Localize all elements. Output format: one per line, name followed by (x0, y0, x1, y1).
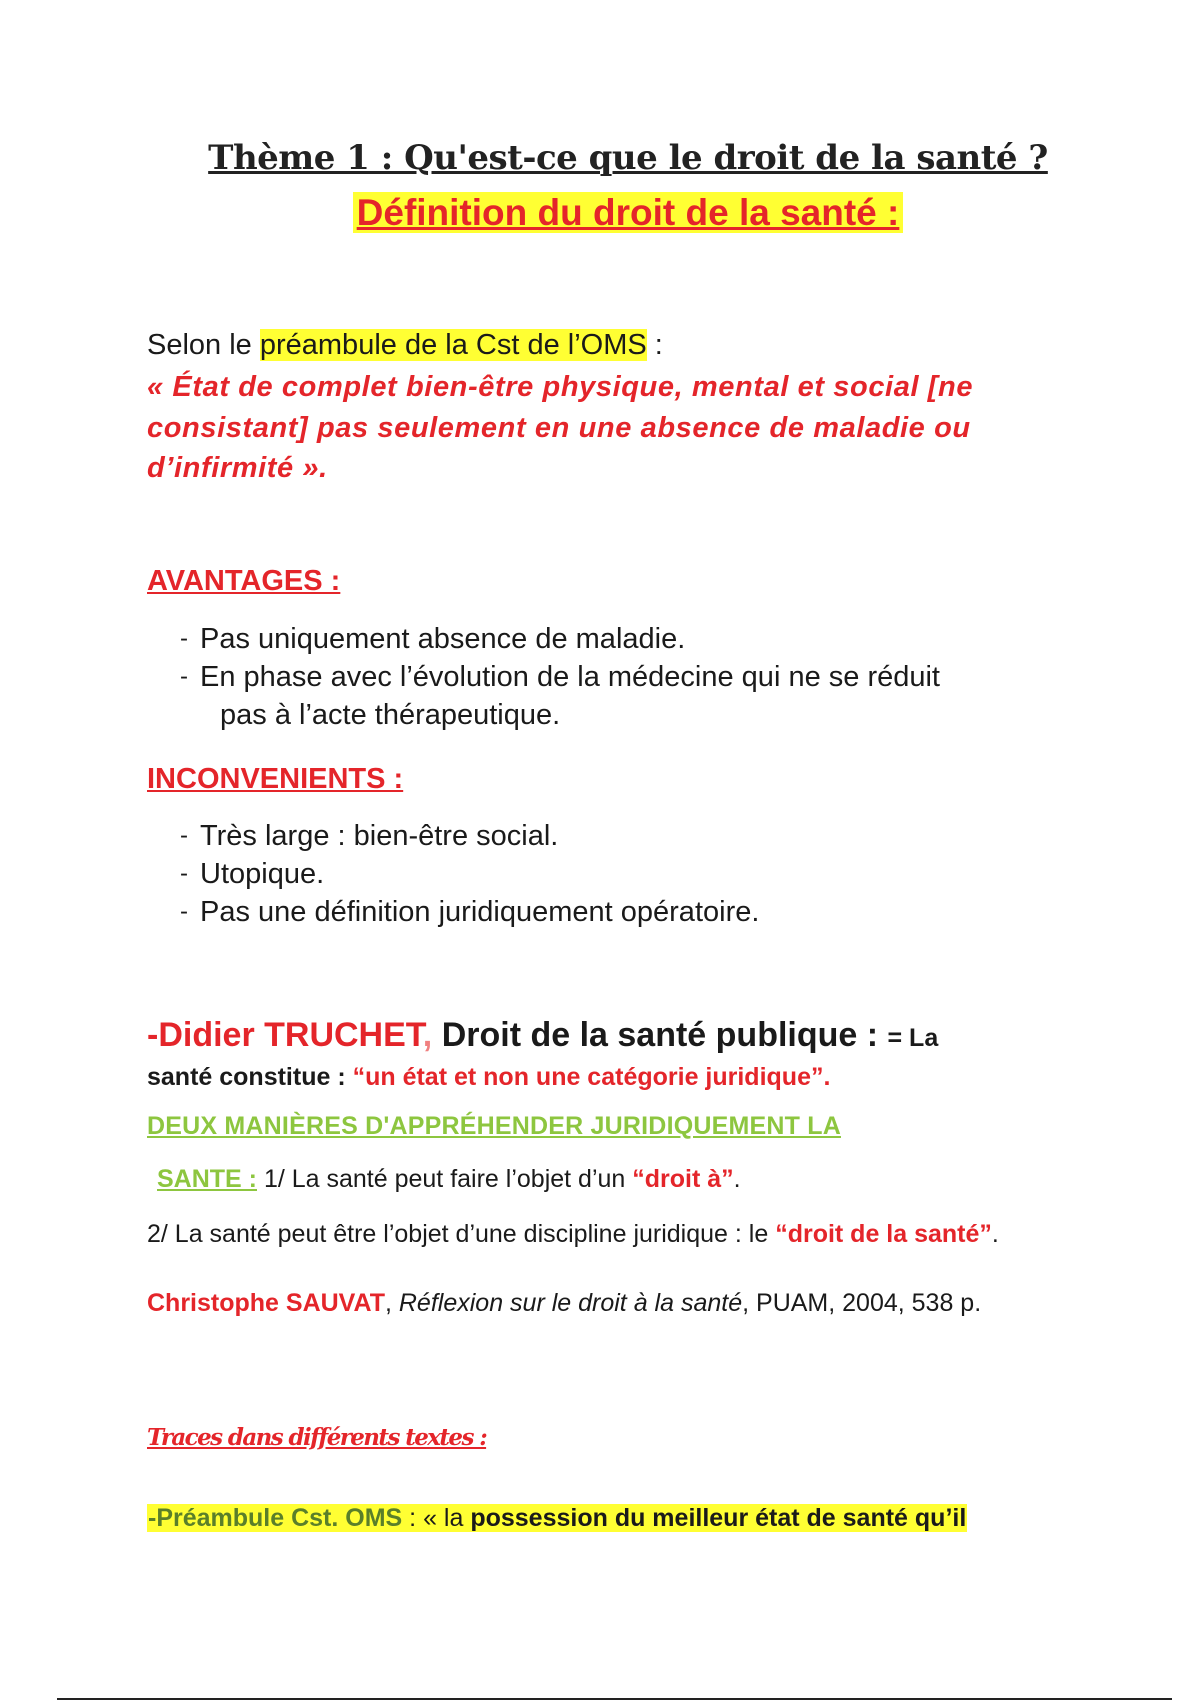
sauvat-reference: Christophe SAUVAT, Réflexion sur le droit à la santé, PUAM, 2004, 538 p. (147, 1289, 982, 1317)
list-item: - Pas uniquement absence de maladie. (180, 620, 1060, 658)
avantages-list (180, 620, 1060, 734)
oms-highlight: préambule de la Cst de l’OMS (259, 329, 647, 361)
list-item-continuation: pas à l’acte thérapeutique. (220, 699, 561, 731)
deux-manieres-heading: DEUX MANIÈRES D'APPRÉHENDER JURIDIQUEMENT LA (147, 1112, 841, 1140)
list-item: - Très large : bien-être social. (180, 817, 1060, 855)
section-subtitle (0, 192, 1200, 234)
preambule-line: -Préambule Cst. OMS : « la possession du meilleur état de santé qu’il (148, 1504, 967, 1532)
subtitle-text: Définition du droit de la santé : (353, 192, 904, 233)
discipline-paragraph: 2/ La santé peut être l’objet d’une discipline juridique : le “droit de la santé”. (147, 1220, 999, 1248)
traces-heading: Traces dans différents textes : (147, 1424, 487, 1451)
sante-line: SANTE : 1/ La santé peut faire l’objet d’un “droit à”. (157, 1165, 741, 1193)
inconvenients-heading: INCONVENIENTS : (147, 763, 404, 795)
page-title: Thème 1 : Qu'est-ce que le droit de la santé ? (208, 138, 1048, 178)
truchet-quote-line: santé constitue : “un état et non une catégorie juridique”. (147, 1063, 831, 1091)
list-item: - Pas une définition juridiquement opératoire. (180, 893, 1060, 931)
inconvenients-list (180, 817, 1060, 931)
avantages-heading: AVANTAGES : (147, 565, 341, 597)
list-item: - Utopique. (180, 855, 1060, 893)
list-item: - En phase avec l’évolution de la médecine qui ne se réduit pas à l’acte thérapeutique. (180, 658, 1060, 734)
truchet-reference: -Didier TRUCHET, Droit de la santé publique : = La (147, 1016, 939, 1054)
oms-quote: « État de complet bien-être physique, mental et social [ne consistant] pas seulement en une absence de maladie ou d’infirmité ». (147, 371, 974, 484)
oms-intro: Selon le préambule de la Cst de l’OMS : (147, 329, 663, 361)
